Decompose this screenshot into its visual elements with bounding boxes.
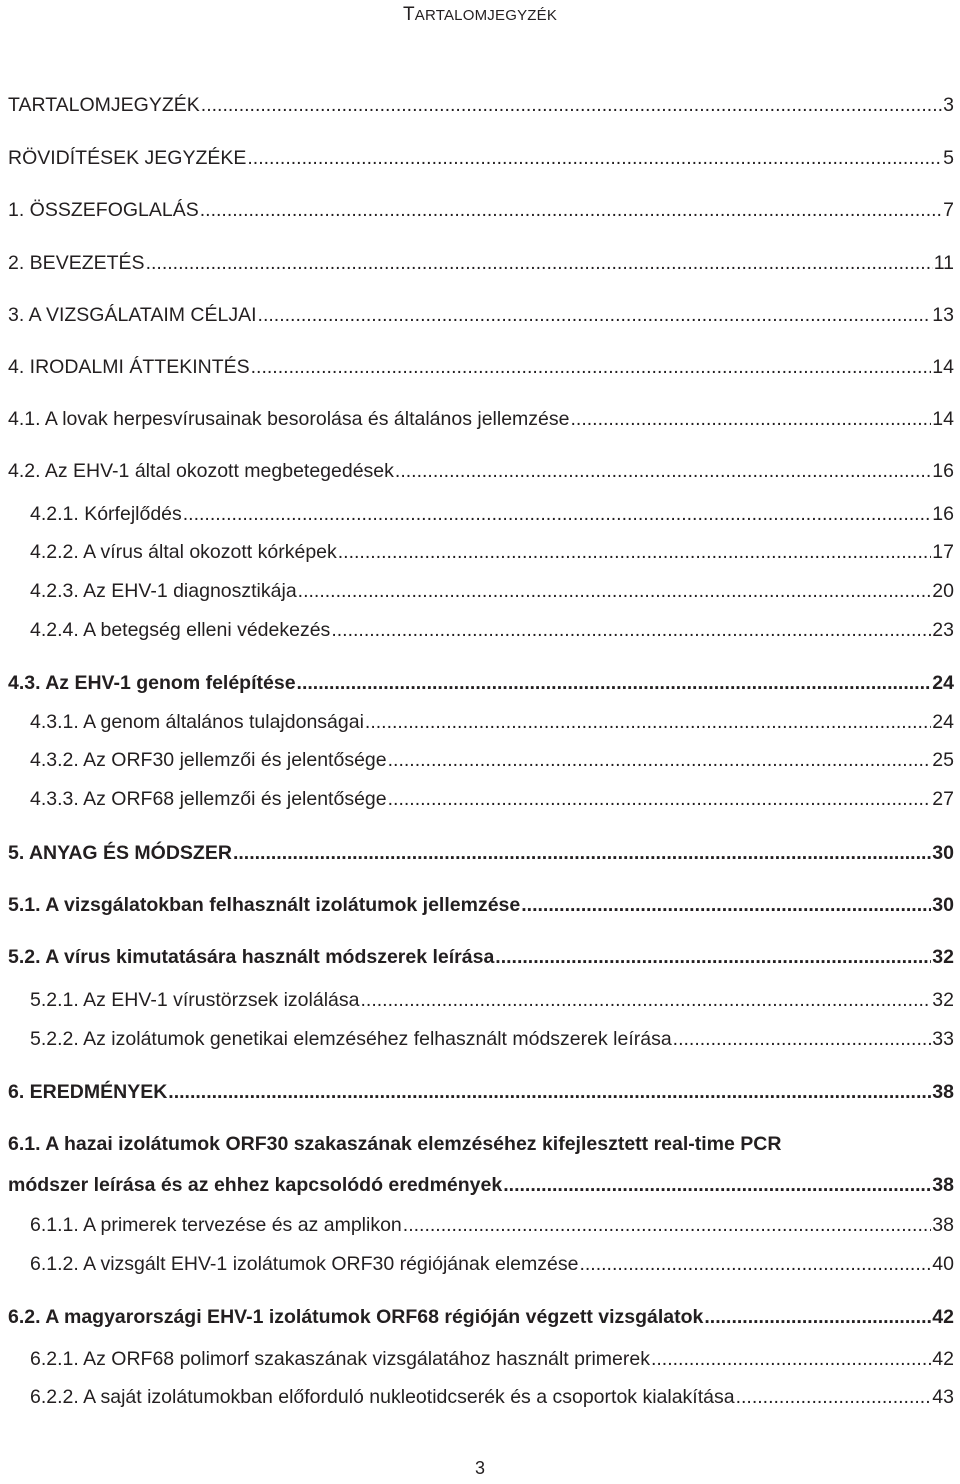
toc-leader-dots: [258, 303, 932, 327]
toc-entry-page: 38: [932, 1174, 954, 1196]
toc-entry-page: 16: [932, 503, 954, 525]
toc-entry[interactable]: [8, 303, 954, 327]
toc-entry-title: 5. ANYAG ÉS MÓDSZER: [8, 842, 232, 864]
toc-leader-dots: [331, 618, 931, 642]
toc-entry-title: 4. IRODALMI ÁTTEKINTÉS: [8, 356, 250, 378]
toc-leader-dots: [388, 787, 932, 811]
toc-entry-page: 30: [932, 894, 954, 916]
toc-leader-dots: [388, 748, 932, 772]
page-number: 3: [474, 1458, 485, 1478]
toc-entry-page: 3: [943, 94, 954, 116]
toc-entry[interactable]: [8, 1027, 954, 1051]
toc-leader-dots: [365, 710, 931, 734]
toc-entry-page: 25: [932, 749, 954, 771]
toc-entry-page: 16: [932, 460, 954, 482]
toc-entry-page: 7: [943, 199, 954, 221]
toc-entry-page: 42: [932, 1348, 954, 1370]
toc-entry-title: 4.3.2. Az ORF30 jellemzői és jelentősége: [30, 749, 387, 771]
toc-leader-dots: [200, 198, 942, 222]
toc-leader-dots: [651, 1347, 931, 1371]
toc-entry-page: 32: [932, 989, 954, 1011]
toc-entry[interactable]: [8, 540, 954, 564]
toc-entry[interactable]: [8, 988, 954, 1012]
toc-entry-title: módszer leírása és az ehhez kapcsolódó eredmények: [8, 1174, 503, 1196]
toc-entry-title: 6.1.2. A vizsgált EHV-1 izolátumok ORF30 régiójának elemzése: [30, 1253, 579, 1275]
toc-entry[interactable]: [8, 355, 954, 379]
toc-entry-title: 4.2.3. Az EHV-1 diagnosztikája: [30, 580, 297, 602]
toc-entry-title: 6.2. A magyarországi EHV-1 izolátumok ORF68 régióján végzett vizsgálatok: [8, 1306, 704, 1328]
toc-entry-page: 27: [932, 788, 954, 810]
toc-entry-title: 1. ÖSSZEFOGLALÁS: [8, 199, 199, 221]
toc-entry-title: 4.2.1. Kórfejlődés: [30, 503, 182, 525]
toc-entry-page: 20: [932, 580, 954, 602]
toc-entry[interactable]: [8, 93, 954, 117]
toc-leader-dots: [673, 1027, 932, 1051]
toc-entry[interactable]: [8, 1305, 954, 1329]
toc-entry-page: 14: [932, 408, 954, 430]
toc-entry-title: 5.2.1. Az EHV-1 vírustörzsek izolálása: [30, 989, 360, 1011]
toc-entry-title: 6.2.2. A saját izolátumokban előforduló nukleotidcserék és a csoportok kialakítása: [30, 1386, 735, 1408]
toc-entry-page: 24: [932, 672, 954, 694]
header-first-letter: T: [402, 4, 415, 25]
toc-leader-dots: [168, 1080, 931, 1104]
toc-leader-dots: [183, 502, 932, 526]
toc-entry-page: 24: [932, 711, 954, 733]
toc-entry[interactable]: [8, 1385, 954, 1409]
toc-leader-dots: [571, 407, 932, 431]
toc-entry[interactable]: [8, 618, 954, 642]
toc-entry[interactable]: [8, 251, 954, 275]
toc-entry-page: 23: [932, 619, 954, 641]
toc-leader-dots: [298, 579, 932, 603]
toc-entry-title: 2. BEVEZETÉS: [8, 252, 145, 274]
toc-entry[interactable]: [8, 893, 954, 917]
toc-leader-dots: [251, 355, 932, 379]
toc-entry-title: 4.2.2. A vírus által okozott kórképek: [30, 541, 337, 563]
toc-entry-title: 6.2.1. Az ORF68 polimorf szakaszának vizsgálatához használt primerek: [30, 1348, 650, 1370]
toc-entry-title: RÖVIDÍTÉSEK JEGYZÉKE: [8, 147, 247, 169]
toc-entry-page: 13: [932, 304, 954, 326]
toc-entry-title: 4.1. A lovak herpesvírusainak besorolása és általános jellemzése: [8, 408, 570, 430]
toc-entry-title: 5.1. A vizsgálatokban felhasznált izolátumok jellemzése: [8, 894, 521, 916]
toc-entry[interactable]: [8, 1347, 954, 1371]
toc-leader-dots: [146, 251, 933, 275]
toc-entry[interactable]: [8, 748, 954, 772]
toc-entry-page: 38: [932, 1214, 954, 1236]
toc-entry-page: 17: [932, 541, 954, 563]
toc-leader-dots: [704, 1305, 931, 1329]
toc-leader-dots: [338, 540, 932, 564]
toc-entry-page: 32: [932, 946, 954, 968]
toc-entry[interactable]: [8, 459, 954, 483]
toc-entry[interactable]: [8, 502, 954, 526]
toc-entry-page: 33: [932, 1028, 954, 1050]
toc-entry-title: TARTALOMJEGYZÉK: [8, 94, 200, 116]
toc-leader-dots: [233, 841, 931, 865]
toc-entry[interactable]: [8, 945, 954, 969]
toc-entry-title: 6.1.1. A primerek tervezése és az amplikon: [30, 1214, 402, 1236]
toc-leader-dots: [736, 1385, 932, 1409]
page-header: [0, 4, 960, 26]
toc-leader-dots: [521, 893, 931, 917]
toc-entry-page: 5: [943, 147, 954, 169]
toc-entry-page: 40: [932, 1253, 954, 1275]
toc-leader-dots: [395, 459, 931, 483]
toc-leader-dots: [495, 945, 931, 969]
toc-entry[interactable]: [8, 407, 954, 431]
toc-entry-title: 4.3.3. Az ORF68 jellemzői és jelentősége: [30, 788, 387, 810]
toc-entry[interactable]: [8, 1080, 954, 1104]
toc-entry[interactable]: [8, 787, 954, 811]
toc-entry-title: 4.3. Az EHV-1 genom felépítése: [8, 672, 296, 694]
toc-leader-dots: [403, 1213, 932, 1237]
toc-entry[interactable]: [8, 198, 954, 222]
toc-entry-title: 5.2. A vírus kimutatására használt módszerek leírása: [8, 946, 495, 968]
toc-entry-title: 6. EREDMÉNYEK: [8, 1081, 168, 1103]
toc-entry-title-line[interactable]: 6.1. A hazai izolátumok ORF30 szakaszának elemzéséhez kifejlesztett real-time PCR: [8, 1133, 782, 1155]
toc-entry[interactable]: [8, 579, 954, 603]
toc-entry[interactable]: [8, 841, 954, 865]
toc-entry-title: 5.2.2. Az izolátumok genetikai elemzéséhez felhasznált módszerek leírása: [30, 1028, 672, 1050]
toc-entry-page: 30: [932, 842, 954, 864]
toc-entry-page: 42: [932, 1306, 954, 1328]
toc-leader-dots: [247, 146, 942, 170]
toc-entry[interactable]: [8, 671, 954, 695]
toc-leader-dots: [579, 1252, 931, 1276]
toc-entry-title: 3. A VIZSGÁLATAIM CÉLJAI: [8, 304, 257, 326]
toc-entry-page: 14: [932, 356, 954, 378]
toc-leader-dots: [503, 1173, 931, 1197]
toc-entry-page: 43: [932, 1386, 954, 1408]
toc-leader-dots: [297, 671, 932, 695]
toc-leader-dots: [360, 988, 931, 1012]
toc-entry-page: 38: [932, 1081, 954, 1103]
toc-entry-title: 4.2. Az EHV-1 által okozott megbetegedések: [8, 460, 394, 482]
toc-entry[interactable]: [8, 1213, 954, 1237]
toc-entry[interactable]: [8, 1173, 954, 1197]
toc-entry-title: 4.3.1. A genom általános tulajdonságai: [30, 711, 364, 733]
header-title-rest: ARTALOMJEGYZÉK: [414, 7, 558, 24]
toc-entry-title: 4.2.4. A betegség elleni védekezés: [30, 619, 331, 641]
toc-entry-page: 11: [933, 252, 954, 274]
toc-entry[interactable]: [8, 146, 954, 170]
toc-entry[interactable]: [8, 1252, 954, 1276]
toc-entry[interactable]: [8, 710, 954, 734]
toc-leader-dots: [201, 93, 942, 117]
